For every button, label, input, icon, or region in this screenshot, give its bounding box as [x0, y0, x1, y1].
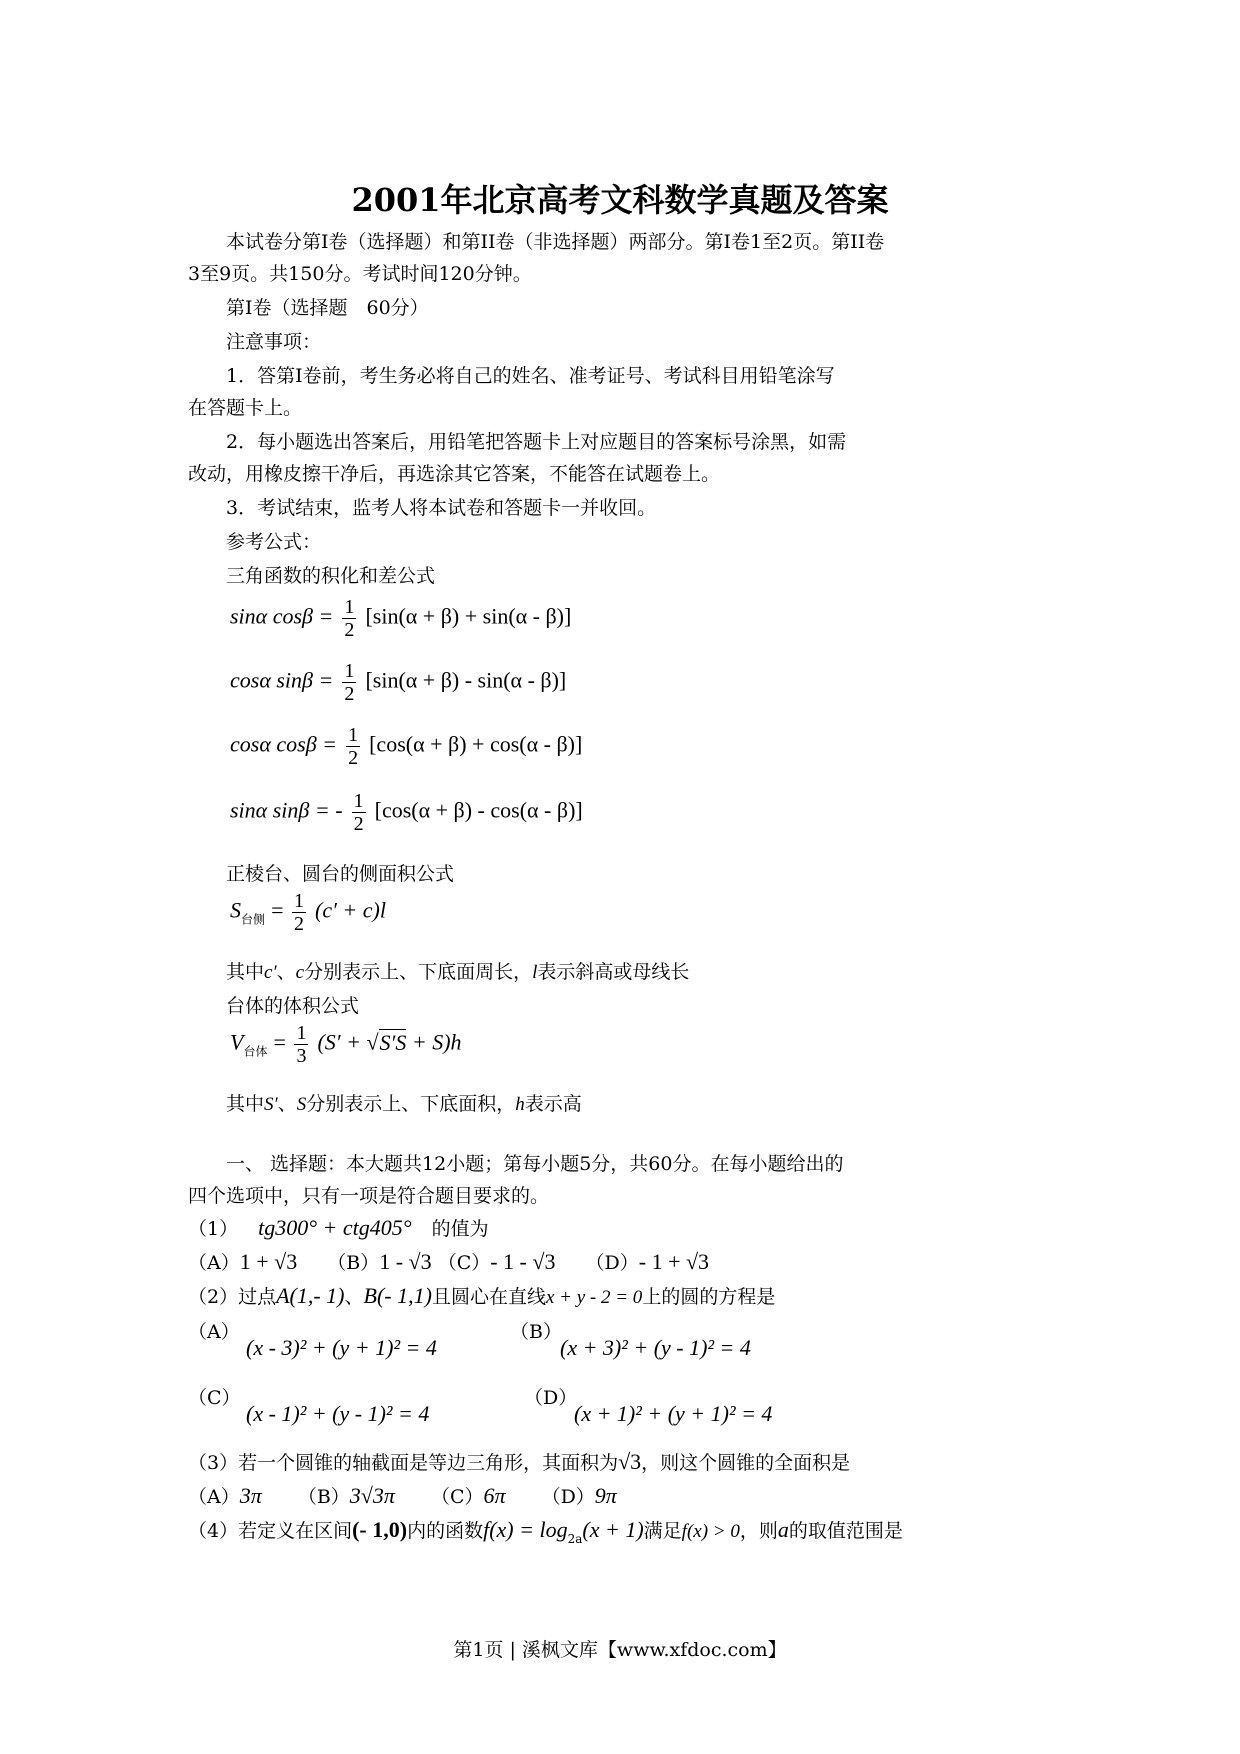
q2-option-d-label: （D）: [524, 1387, 578, 1409]
lateral-area-formula: $S_{台侧}$ = $\frac{1}{2}$ (c′ + c)l: [230, 890, 386, 935]
q4-variable: a: [777, 1517, 789, 1542]
formula-4-left: sinα sinβ = -: [230, 797, 343, 823]
q3-option-b: 3√3π: [349, 1483, 395, 1508]
page-footer: 第1页 | 溪枫文库【www.xfdoc.com】: [453, 1639, 787, 1661]
volume-formula: $V_{台体}$ = $\frac{1}{3}$ (S′ + √S′S + S)h: [230, 1022, 462, 1067]
q1-option-d: - 1 + √3: [638, 1249, 710, 1274]
q3-option-c: 6π: [483, 1483, 506, 1508]
intro-line-1: 本试卷分第Ⅰ卷（选择题）和第II卷（非选择题）两部分。第Ⅰ卷1至2页。第II卷: [226, 231, 885, 253]
q2-option-c-label: （C）: [188, 1387, 241, 1409]
q3-option-d: 9π: [594, 1483, 617, 1508]
q2-point-a: A(1,- 1): [276, 1283, 345, 1308]
q1-option-b: 1 - √3: [379, 1249, 432, 1274]
formula-4-fraction: $\frac{1}{2}$: [353, 790, 364, 835]
lateral-area-note: 其中c′、c分别表示上、下底面周长，l表示斜高或母线长: [226, 961, 690, 983]
q1-option-c: - 1 - √3: [490, 1249, 556, 1274]
section-heading-a: 一、 选择题：本大题共12小题；第每小题5分，共60分。在每小题给出的: [226, 1153, 844, 1175]
volume-heading: 台体的体积公式: [226, 995, 360, 1017]
formula-1-left: sinα cosβ =: [230, 603, 334, 629]
formula-2: [230, 660, 566, 705]
volume-fraction: $\frac{1}{3}$: [296, 1022, 307, 1067]
reference-heading: 参考公式：: [226, 531, 322, 553]
q3-area: √3: [618, 1449, 642, 1474]
part-one-heading: 第Ⅰ卷（选择题 60分）: [226, 297, 429, 319]
q4-function: f(x) = log: [483, 1517, 568, 1542]
q2-option-a-label: （A）: [188, 1321, 240, 1343]
notice-heading: 注意事项：: [226, 331, 322, 353]
q1-stem: （1） tg300° + ctg405° 的值为: [188, 1215, 489, 1240]
q4-condition: f(x) > 0: [681, 1521, 740, 1542]
q4-stem: （4）若定义在区间(- 1,0)内的函数$f(x) = \log_{2a}(x + 1)$满足f(x) > 0，则a的取值范围是: [188, 1517, 903, 1546]
page-title: 2001年北京高考文科数学真题及答案: [351, 181, 889, 219]
q2-point-b: B(- 1,1): [363, 1283, 432, 1308]
formula-2-fraction: $\frac{1}{2}$: [344, 660, 355, 705]
formula-1-fraction: $\frac{1}{2}$: [344, 596, 355, 641]
notice-2a: 2．每小题选出答案后，用铅笔把答题卡上对应题目的答案标号涂黑，如需: [226, 431, 847, 453]
q2-stem: （2）过点A(1,- 1)、B(- 1,1)且圆心在直线x + y - 2 = 0上的圆的方程是: [188, 1283, 776, 1308]
notice-3: 3．考试结束，监考人将本试卷和答题卡一并收回。: [226, 497, 657, 519]
trig-heading: 三角函数的积化和差公式: [226, 565, 436, 587]
formula-1: [230, 596, 571, 641]
q2-line: x + y - 2 = 0: [545, 1287, 643, 1308]
notice-1a: 1．答第Ⅰ卷前，考生务必将自己的姓名、准考证号、考试科目用铅笔涂写: [226, 365, 835, 387]
intro-line-2: 3至9页。共150分。考试时间120分钟。: [188, 263, 532, 285]
q3-stem: （3）若一个圆锥的轴截面是等边三角形，其面积为√3，则这个圆锥的全面积是: [188, 1449, 851, 1474]
volume-sqrt: S′S: [379, 1029, 407, 1055]
formula-3-fraction: $\frac{1}{2}$: [348, 724, 359, 769]
formula-3: [230, 724, 582, 769]
lateral-area-heading: 正棱台、圆台的侧面积公式: [226, 863, 455, 885]
q2-option-c: (x - 1)² + (y - 1)² = 4: [246, 1401, 430, 1426]
q2-option-d: (x + 1)² + (y + 1)² = 4: [574, 1401, 773, 1426]
q2-option-b-label: （B）: [510, 1321, 562, 1343]
section-heading-b: 四个选项中，只有一项是符合题目要求的。: [188, 1185, 550, 1207]
formula-3-right: [cos(α + β) + cos(α - β)]: [369, 731, 583, 757]
lateral-fraction: $\frac{1}{2}$: [293, 890, 304, 935]
notice-2b: 改动，用橡皮擦干净后，再选涂其它答案，不能答在试题卷上。: [188, 463, 721, 485]
formula-4: [230, 790, 583, 835]
formula-4-right: [cos(α + β) - cos(α - β)]: [374, 797, 583, 823]
formula-1-right: [sin(α + β) + sin(α - β)]: [365, 603, 572, 629]
q3-options: （A）3π （B）3√3π （C）6π （D）9π: [188, 1483, 617, 1508]
formula-3-left: cosα cosβ =: [230, 731, 338, 757]
q2-option-b: (x + 3)² + (y - 1)² = 4: [560, 1335, 751, 1360]
q2-option-a: (x - 3)² + (y + 1)² = 4: [246, 1335, 437, 1360]
formula-2-right: [sin(α + β) - sin(α - β)]: [365, 667, 567, 693]
q3-option-a: 3π: [239, 1483, 262, 1508]
formula-2-left: cosα sinβ =: [230, 667, 334, 693]
q1-options: （A）1 + √3 （B）1 - √3 （C）- 1 - √3 （D）- 1 + √3: [188, 1249, 710, 1274]
notice-1b: 在答题卡上。: [188, 397, 303, 419]
q1-option-a: 1 + √3: [239, 1249, 298, 1274]
volume-note: 其中S′、S分别表示上、下底面积，h表示高: [226, 1093, 582, 1115]
q4-interval: (- 1,0): [352, 1517, 408, 1542]
q1-expression: tg300° + ctg405°: [258, 1215, 412, 1240]
